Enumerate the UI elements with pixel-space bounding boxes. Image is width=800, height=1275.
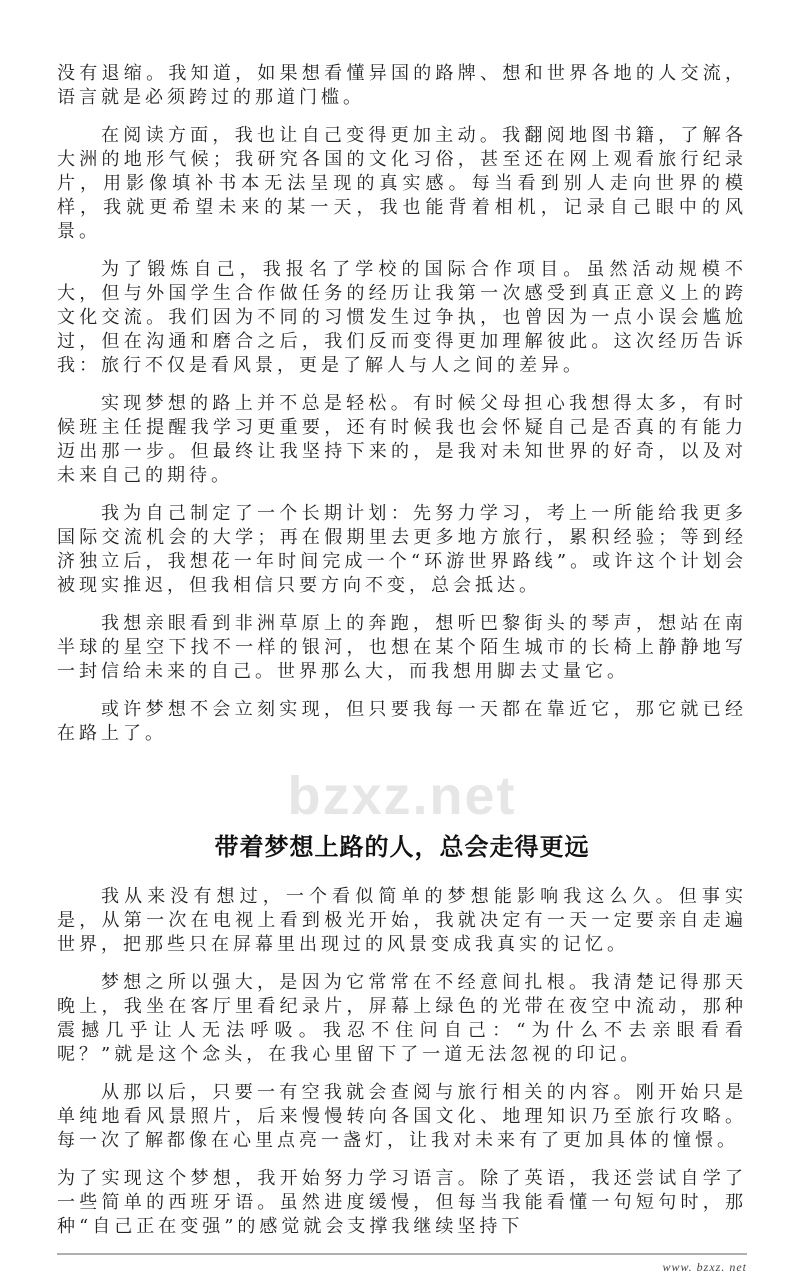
essay-body (57, 885, 747, 1239)
paragraph: 我想亲眼看到非洲草原上的奔跑，想听巴黎街头的琴声，想站在南半球的星空下找不一样的银河，也想在某个陌生城市的长椅上静静地写一封信给未来的自己。世界那么大，而我想用脚去丈量它。 (57, 613, 747, 682)
paragraph: 从那以后，只要一有空我就会查阅与旅行相关的内容。刚开始只是单纯地看风景照片，后来慢慢转向各国文化、地理知识乃至旅行攻略。每一次了解都像在心里点亮一盏灯，让我对未来有了更加具体的憧憬。 (57, 1082, 747, 1151)
essay-title: 带着梦想上路的人，总会走得更远 (214, 833, 590, 861)
document-page (57, 62, 747, 1275)
paragraph: 为了锻炼自己，我报名了学校的国际合作项目。虽然活动规模不大，但与外国学生合作做任务的经历让我第一次感受到真正意义上的跨文化交流。我们因为不同的习惯发生过争执，也曾因为一点小误会尴尬过，但在沟通和磨合之后，我们反而变得更加理解彼此。这次经历告诉我：旅行不仅是看风景，更是了解人与人之间的差异。 (57, 259, 747, 376)
paragraph: 梦想之所以强大，是因为它常常在不经意间扎根。我清楚记得那天晚上，我坐在客厅里看纪录片，屏幕上绿色的光带在夜空中流动，那种震撼几乎让人无法呼吸。我忍不住问自己：“为什么不去亲眼看看呢？”就是这个念头，在我心里留下了一道无法忽视的印记。 (57, 972, 747, 1065)
watermark: bzxz.net (287, 766, 517, 826)
paragraph: 或许梦想不会立刻实现，但只要我每一天都在靠近它，那它就已经在路上了。 (57, 699, 747, 744)
footer-divider (57, 1253, 747, 1255)
paragraph: 我为自己制定了一个长期计划：先努力学习，考上一所能给我更多国际交流机会的大学；再在假期里去更多地方旅行，累积经验；等到经济独立后，我想花一年时间完成一个“环游世界路线”。或许这个计划会被现实推迟，但我相信只要方向不变，总会抵达。 (57, 503, 747, 596)
paragraph: 我从来没有想过，一个看似简单的梦想能影响我这么久。但事实是，从第一次在电视上看到极光开始，我就决定有一天一定要亲自走遍世界，把那些只在屏幕里出现过的风景变成我真实的记忆。 (57, 886, 747, 955)
paragraph: 实现梦想的路上并不总是轻松。有时候父母担心我想得太多，有时候班主任提醒我学习更重要，还有时候我也会怀疑自己是否真的有能力迈出那一步。但最终让我坚持下来的，是我对未知世界的好奇，以及对未来自己的期待。 (57, 393, 747, 486)
paragraph: 为了实现这个梦想，我开始努力学习语言。除了英语，我还尝试自学了一些简单的西班牙语。虽然进度缓慢，但每当我能看懂一句短句时，那种“自己正在变强”的感觉就会支撑我继续坚持下 (57, 1168, 747, 1237)
paragraph: 没有退缩。我知道，如果想看懂异国的路牌、想和世界各地的人交流，语言就是必须跨过的那道门槛。 (57, 63, 747, 108)
paragraph: 在阅读方面，我也让自己变得更加主动。我翻阅地图书籍，了解各大洲的地形气候；我研究各国的文化习俗，甚至还在网上观看旅行纪录片，用影像填补书本无法呈现的真实感。每当看到别人走向世界的模样，我就更希望未来的某一天，我也能背着相机，记录自己眼中的风景。 (57, 125, 747, 242)
section-continued (57, 62, 747, 746)
footer-url: www. bzxz. net (662, 1260, 747, 1274)
